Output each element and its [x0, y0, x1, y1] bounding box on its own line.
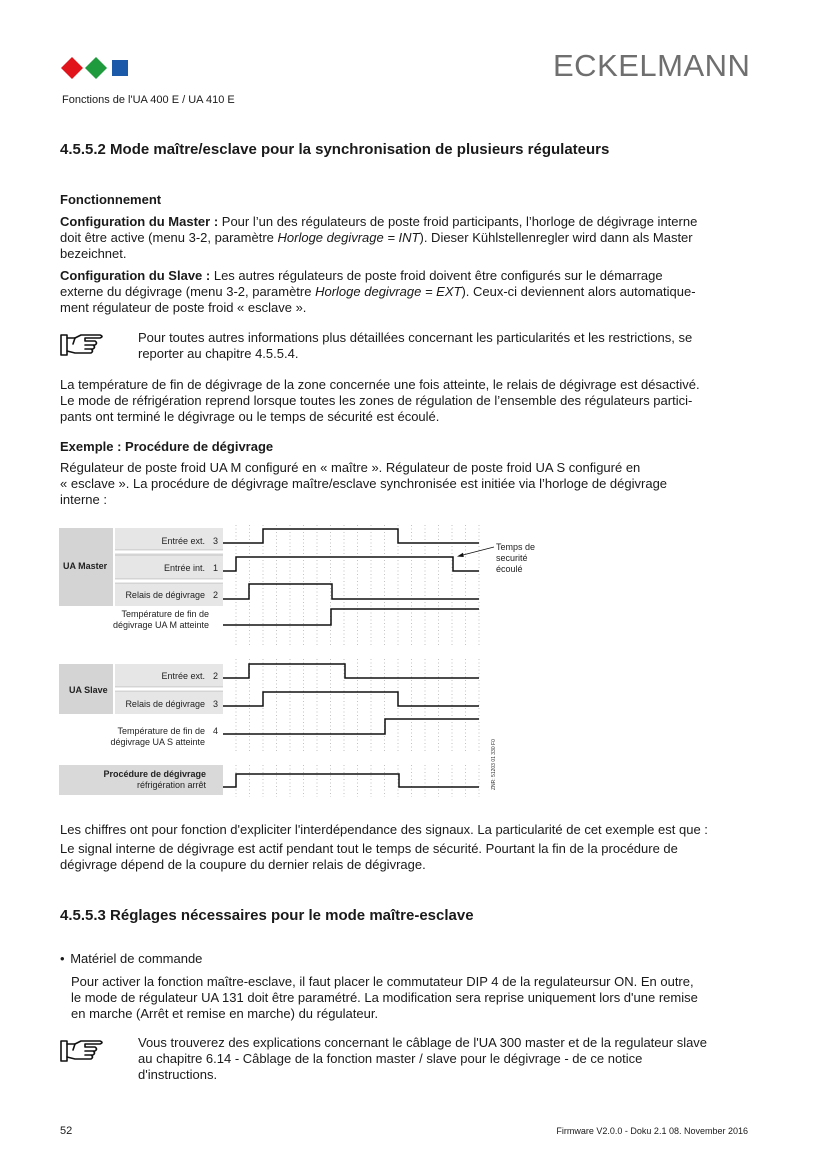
note-text: Vous trouverez des explications concernant le câblage de l'UA 300 master et de la regulateur slave	[138, 1035, 708, 1050]
paragraph-line: La température de fin de dégivrage de la zone concernée une fois atteinte, le relais de dégivrage est désactivé.	[60, 377, 700, 392]
signal-master-relais	[223, 584, 479, 599]
pointing-hand-icon	[60, 1038, 108, 1064]
signal-master-temp-fin	[223, 609, 479, 625]
note-text: reporter au chapitre 4.5.5.4.	[138, 346, 299, 361]
paragraph-line: le mode de régulateur UA 131 doit être paramétré. La modification sera reprise uniquement lors d'une remise	[71, 990, 698, 1005]
eckelmann-logo-icon	[60, 56, 130, 80]
example-paragraph	[60, 460, 770, 508]
paragraph-line: Le mode de réfrigération reprend lorsque toutes les zones de régulation de l’ensemble des régulateurs partici-	[60, 393, 693, 408]
signal-master-entree-int	[223, 557, 479, 571]
diagram-reference-code: ZNR: 51203 01 330 F0	[491, 739, 497, 790]
page-number: 52	[60, 1125, 73, 1137]
footer-version: Firmware V2.0.0 - Doku 2.1 08. November 2016	[556, 1126, 748, 1136]
label-m-temp-line2: dégivrage UA M atteinte	[112, 620, 209, 630]
master-slave-settings-paragraph	[71, 974, 771, 1022]
slave-config-text: ment régulateur de poste froid « esclave ».	[60, 300, 307, 315]
label-m-relais-num: 2	[212, 590, 218, 600]
signal-slave-entree-ext	[223, 664, 479, 678]
signal-master-entree-ext	[223, 529, 479, 543]
securite-arrow	[459, 547, 494, 556]
label-securite-line1: Temps de	[496, 542, 536, 552]
note-text: Pour toutes autres informations plus détaillées concernant les particularités et les restrictions, se	[138, 330, 693, 345]
paragraph-line: interne :	[60, 492, 107, 507]
paragraph-line: « esclave ». La procédure de dégivrage maître/esclave synchronisée est initiée via l’horloge de dégivrage	[60, 476, 668, 491]
arrow-head-icon	[457, 553, 464, 557]
section-title-4-5-5-3: 4.5.5.3 Réglages nécessaires pour le mode maître-esclave	[60, 907, 474, 924]
note-text: d'instructions.	[138, 1067, 218, 1082]
label-ua-master: UA Master	[63, 561, 108, 571]
label-m-entree-int-num: 1	[212, 563, 218, 573]
section-title-4-5-5-2: 4.5.5.2 Mode maître/esclave pour la synchronisation de plusieurs régulateurs	[60, 141, 610, 158]
master-config-paragraph	[60, 214, 760, 262]
label-s-relais-num: 3	[212, 699, 218, 709]
signal-procedure	[223, 774, 479, 787]
slave-config-text: ). Ceux-ci deviennent alors automatique-	[461, 284, 696, 299]
defrost-end-paragraph	[60, 377, 770, 425]
label-m-temp-line1: Température de fin de	[121, 609, 209, 619]
label-m-entree-ext: Entrée ext.	[161, 536, 205, 546]
label-securite-line2: securité	[496, 553, 528, 563]
master-config-text: ). Dieser Kühlstellenregler wird dann als Master	[419, 230, 693, 245]
label-s-entree-ext-num: 2	[212, 671, 218, 681]
signal-slave-relais	[223, 692, 479, 706]
diagram-grid	[236, 525, 479, 797]
label-procedure-line2: réfrigération arrêt	[136, 780, 206, 790]
label-m-relais: Relais de dégivrage	[125, 590, 205, 600]
paragraph-line: Pour activer la fonction maître-esclave, il faut placer le commutateur DIP 4 de la regulateursur ON. En outre,	[71, 974, 694, 989]
paragraph-line: dégivrage dépend de la coupure du dernier relais de dégivrage.	[60, 857, 426, 872]
paragraph-line: Le signal interne de dégivrage est actif pendant tout le temps de sécurité. Pourtant la fin de la procédure de	[60, 841, 678, 856]
paragraph-line: Régulateur de poste froid UA M configuré en « maître ». Régulateur de poste froid UA S configuré en	[60, 460, 641, 475]
pointing-hand-icon	[60, 332, 108, 358]
master-config-text: Pour l’un des régulateurs de poste froid participants, l’horloge de dégivrage interne	[218, 214, 698, 229]
signal-slave-temp-fin	[223, 719, 479, 734]
label-m-entree-ext-num: 3	[212, 536, 218, 546]
master-config-label: Configuration du Master :	[60, 214, 219, 229]
after-diagram-paragraph	[60, 822, 780, 873]
slave-config-paragraph	[60, 268, 760, 316]
label-m-entree-int: Entrée int.	[163, 563, 205, 573]
master-config-text: doit être active (menu 3-2, paramètre	[60, 230, 278, 245]
label-s-temp-num: 4	[212, 726, 218, 736]
paragraph-line: pants ont terminé le dégivrage ou le temps de sécurité est écoulé.	[60, 409, 440, 424]
note-wiring-info	[138, 1035, 768, 1083]
master-param-value: Horloge degivrage = INT	[277, 230, 420, 245]
timing-diagram	[59, 525, 579, 800]
label-securite-line3: écoulé	[496, 564, 523, 574]
slave-param-value: Horloge degivrage = EXT	[315, 284, 462, 299]
bullet-item-materiel	[60, 951, 202, 967]
label-s-relais: Relais de dégivrage	[125, 699, 205, 709]
example-heading: Exemple : Procédure de dégivrage	[60, 439, 274, 454]
document-subtitle: Fonctions de l'UA 400 E / UA 410 E	[62, 94, 235, 106]
label-s-temp-line2: dégivrage UA S atteinte	[110, 737, 205, 747]
bullet-text: Matériel de commande	[70, 951, 203, 966]
label-procedure-line1: Procédure de dégivrage	[103, 769, 206, 779]
label-s-temp-line1: Température de fin de	[117, 726, 205, 736]
master-config-text: bezeichnet.	[60, 246, 127, 261]
paragraph-line: Les chiffres ont pour fonction d'expliciter l'interdépendance des signaux. La particularité de cet exemple est que :	[60, 822, 708, 837]
label-ua-slave: UA Slave	[69, 685, 108, 695]
fonctionnement-heading: Fonctionnement	[60, 192, 162, 207]
slave-config-text: Les autres régulateurs de poste froid doivent être configurés sur le démarrage	[210, 268, 663, 283]
bullet-icon: •	[60, 951, 65, 966]
slave-config-text: externe du dégivrage (menu 3-2, paramètre	[60, 284, 316, 299]
note-text: au chapitre 6.14 - Câblage de la fonction master / slave pour le dégivrage - de ce notice	[138, 1051, 643, 1066]
brand-name: ECKELMANN	[553, 48, 751, 83]
slave-config-label: Configuration du Slave :	[60, 268, 211, 283]
paragraph-line: en marche (Arrêt et remise en marche) du régulateur.	[71, 1006, 379, 1021]
label-s-entree-ext: Entrée ext.	[161, 671, 205, 681]
note-further-info	[138, 330, 768, 362]
